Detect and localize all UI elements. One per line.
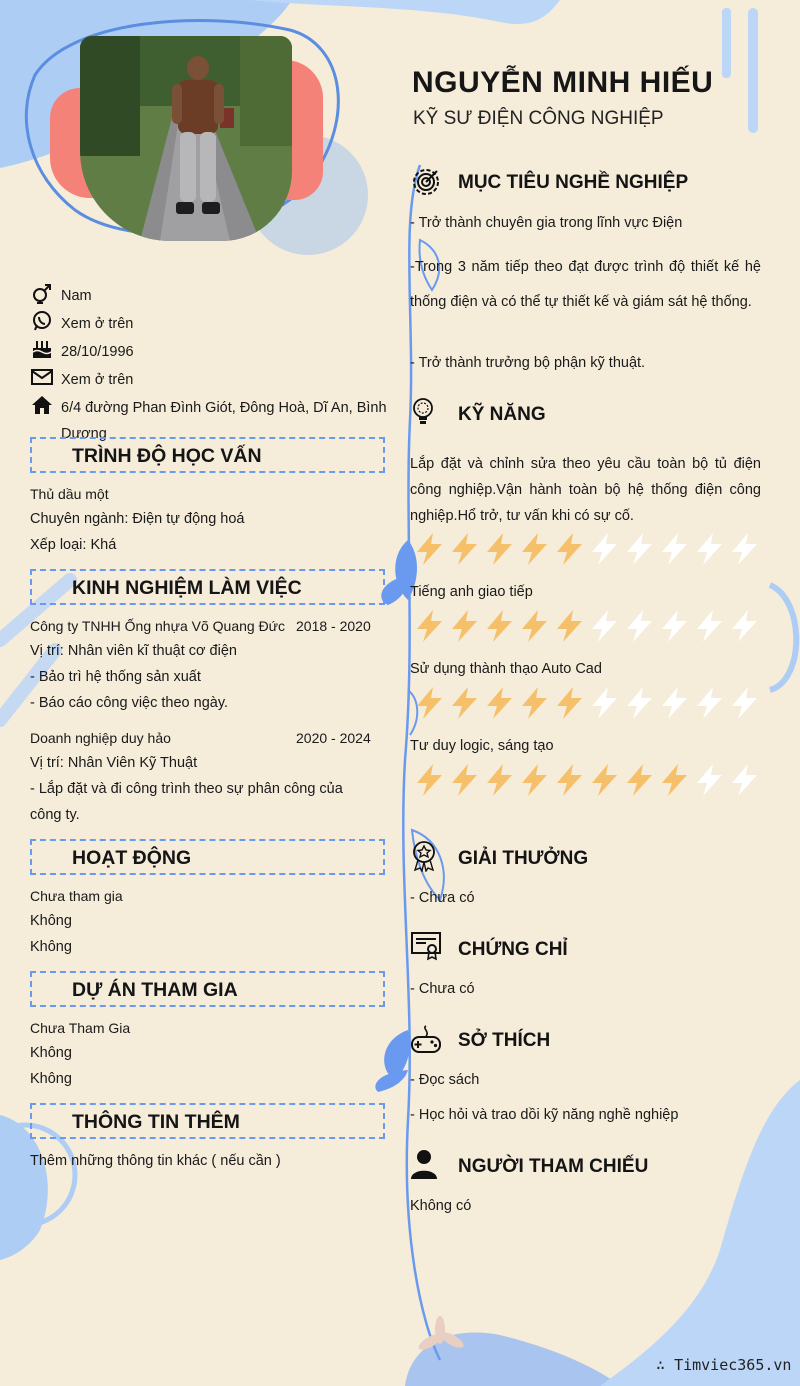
info-gender [30, 283, 391, 309]
skill-label: Sử dụng thành thạo Auto Cad [410, 661, 602, 677]
home-icon [30, 395, 54, 415]
certificate-icon [410, 930, 442, 962]
rating-bolt-filled-icon [447, 762, 482, 798]
awards-title: GIẢI THƯỞNG [458, 848, 589, 869]
objective-title: MỤC TIÊU NGHỀ NGHIỆP [458, 172, 689, 193]
rating-bolt-filled-icon [447, 685, 482, 721]
certificates-title: CHỨNG CHỈ [458, 939, 568, 960]
rating-bolt-filled-icon [552, 685, 587, 721]
rating-bolt-filled-icon [482, 762, 517, 798]
rating-bolt-empty-icon [622, 685, 657, 721]
gender-icon [30, 283, 54, 303]
rating-bolt-empty-icon [657, 608, 692, 644]
projects-header [30, 971, 385, 1007]
birthday-text: 28/10/1996 [61, 344, 134, 360]
rating-bolt-filled-icon [412, 608, 447, 644]
rating-bolt-filled-icon [517, 685, 552, 721]
rating-bolt-empty-icon [692, 685, 727, 721]
rating-bolt-filled-icon [622, 762, 657, 798]
rating-bolt-empty-icon [692, 762, 727, 798]
rating-bolt-filled-icon [447, 608, 482, 644]
skill-rating [412, 762, 762, 798]
rating-bolt-empty-icon [587, 531, 622, 567]
hobby-line: - Học hỏi và trao dồi kỹ năng nghề nghiệp [410, 1107, 679, 1123]
job-company: Công ty TNHH Ống nhựa Võ Quang Đức [30, 618, 286, 634]
hobbies-title: SỞ THÍCH [458, 1030, 551, 1051]
gender-text: Nam [61, 288, 92, 304]
job-period: 2020 - 2024 [296, 730, 371, 746]
rating-bolt-empty-icon [727, 608, 762, 644]
activities-title: HOẠT ĐỘNG [72, 847, 192, 869]
rating-bolt-empty-icon [727, 531, 762, 567]
activities-header [30, 839, 385, 875]
awards-text: - Chưa có [410, 890, 475, 906]
hobby-line: - Đọc sách [410, 1072, 480, 1088]
skills-title: KỸ NĂNG [458, 404, 546, 425]
award-medal-icon [410, 840, 442, 872]
rating-bolt-empty-icon [657, 531, 692, 567]
rating-bolt-filled-icon [482, 685, 517, 721]
rating-bolt-filled-icon [517, 762, 552, 798]
job-detail: công ty. [30, 807, 80, 823]
rating-bolt-empty-icon [727, 685, 762, 721]
rating-bolt-filled-icon [517, 531, 552, 567]
education-rank: Xếp loại: Khá [30, 537, 117, 553]
rating-bolt-empty-icon [692, 608, 727, 644]
rating-bolt-filled-icon [552, 762, 587, 798]
rating-bolt-filled-icon [552, 531, 587, 567]
brand-logo-icon: ∴ [656, 1356, 675, 1374]
experience-title: KINH NGHIỆM LÀM VIỆC [72, 577, 302, 599]
objective-line: -Trong 3 năm tiếp theo đạt được trình độ thiết kế hệ thống điện và có thể tự thiết kế và giám sát hệ thống. [410, 259, 761, 310]
skill-label: Lắp đặt và chỉnh sửa theo yêu cầu toàn bộ tủ điện công nghiệp.Vận hành toàn bộ hệ thống điện công nghiệp.Hổ trở, tư vấn khi có sự cố. [410, 456, 761, 524]
job-position: Vị trí: Nhân Viên Kỹ Thuật [30, 755, 198, 771]
skill-rating [412, 685, 762, 721]
references-text: Không có [410, 1198, 472, 1214]
rating-bolt-empty-icon [622, 608, 657, 644]
extra-info-header [30, 1103, 385, 1139]
rating-bolt-filled-icon [447, 531, 482, 567]
email-text: Xem ở trên [61, 372, 134, 388]
job-title: KỸ SƯ ĐIỆN CÔNG NGHIỆP [413, 108, 664, 129]
rating-bolt-empty-icon [587, 685, 622, 721]
birthday-cake-icon [30, 339, 54, 359]
rating-bolt-filled-icon [517, 608, 552, 644]
brand-text: Timviec365.vn [674, 1356, 792, 1374]
project-line: Không [30, 1071, 72, 1087]
objective-line: - Trở thành trưởng bộ phận kỹ thuật. [410, 355, 646, 371]
rating-bolt-empty-icon [587, 608, 622, 644]
rating-bolt-filled-icon [657, 762, 692, 798]
references-title: NGƯỜI THAM CHIẾU [458, 1156, 649, 1177]
rating-bolt-filled-icon [482, 531, 517, 567]
rating-bolt-filled-icon [552, 608, 587, 644]
job-period: 2018 - 2020 [296, 618, 371, 634]
rating-bolt-empty-icon [692, 531, 727, 567]
rating-bolt-empty-icon [727, 762, 762, 798]
lightbulb-icon [410, 396, 442, 428]
rating-bolt-filled-icon [587, 762, 622, 798]
info-email [30, 367, 391, 393]
target-gear-icon [410, 166, 442, 198]
rating-bolt-filled-icon [482, 608, 517, 644]
rating-bolt-filled-icon [412, 531, 447, 567]
activity-line: Không [30, 913, 72, 929]
footer-brand [656, 1356, 791, 1374]
education-title: TRÌNH ĐỘ HỌC VẤN [72, 445, 262, 467]
education-header [30, 437, 385, 473]
extra-info-text: Thêm những thông tin khác ( nếu cần ) [30, 1153, 281, 1169]
person-icon [410, 1148, 442, 1180]
activity-line: Chưa tham gia [30, 888, 123, 904]
skill-rating [412, 531, 762, 567]
gamepad-icon [410, 1024, 442, 1056]
skill-rating [412, 608, 762, 644]
education-school: Thủ dầu một [30, 486, 109, 502]
info-birthday [30, 339, 391, 365]
rating-bolt-empty-icon [657, 685, 692, 721]
envelope-icon [30, 367, 54, 387]
projects-title: DỰ ÁN THAM GIA [72, 979, 238, 1001]
project-line: Chưa Tham Gia [30, 1020, 131, 1036]
extra-info-title: THÔNG TIN THÊM [72, 1111, 240, 1133]
job-position: Vị trí: Nhân viên kĩ thuật cơ điện [30, 643, 237, 659]
experience-header [30, 569, 385, 605]
certificates-text: - Chưa có [410, 981, 475, 997]
candidate-name: NGUYỄN MINH HIẾU [412, 66, 714, 99]
job-company: Doanh nghiệp duy hảo [30, 730, 171, 746]
skill-label: Tiếng anh giao tiếp [410, 584, 533, 600]
education-major: Chuyên ngành: Điện tự động hoá [30, 511, 245, 527]
activity-line: Không [30, 939, 72, 955]
info-phone [30, 311, 391, 337]
job-detail: - Lắp đặt và đi công trình theo sự phân công của [30, 781, 343, 797]
rating-bolt-empty-icon [622, 531, 657, 567]
job-detail: - Bảo trì hệ thống sản xuất [30, 669, 201, 685]
skill-label: Tư duy logic, sáng tạo [410, 738, 554, 754]
project-line: Không [30, 1045, 72, 1061]
phone-icon [30, 311, 54, 331]
rating-bolt-filled-icon [412, 762, 447, 798]
address-text: 6/4 đường Phan Đình Giót, Đông Hoà, Dĩ An, Bình Dương [61, 400, 387, 442]
avatar [80, 36, 292, 241]
rating-bolt-filled-icon [412, 685, 447, 721]
job-detail: - Báo cáo công việc theo ngày. [30, 695, 229, 711]
objective-line: - Trở thành chuyên gia trong lĩnh vực Điện [410, 215, 683, 231]
phone-text: Xem ở trên [61, 316, 134, 332]
